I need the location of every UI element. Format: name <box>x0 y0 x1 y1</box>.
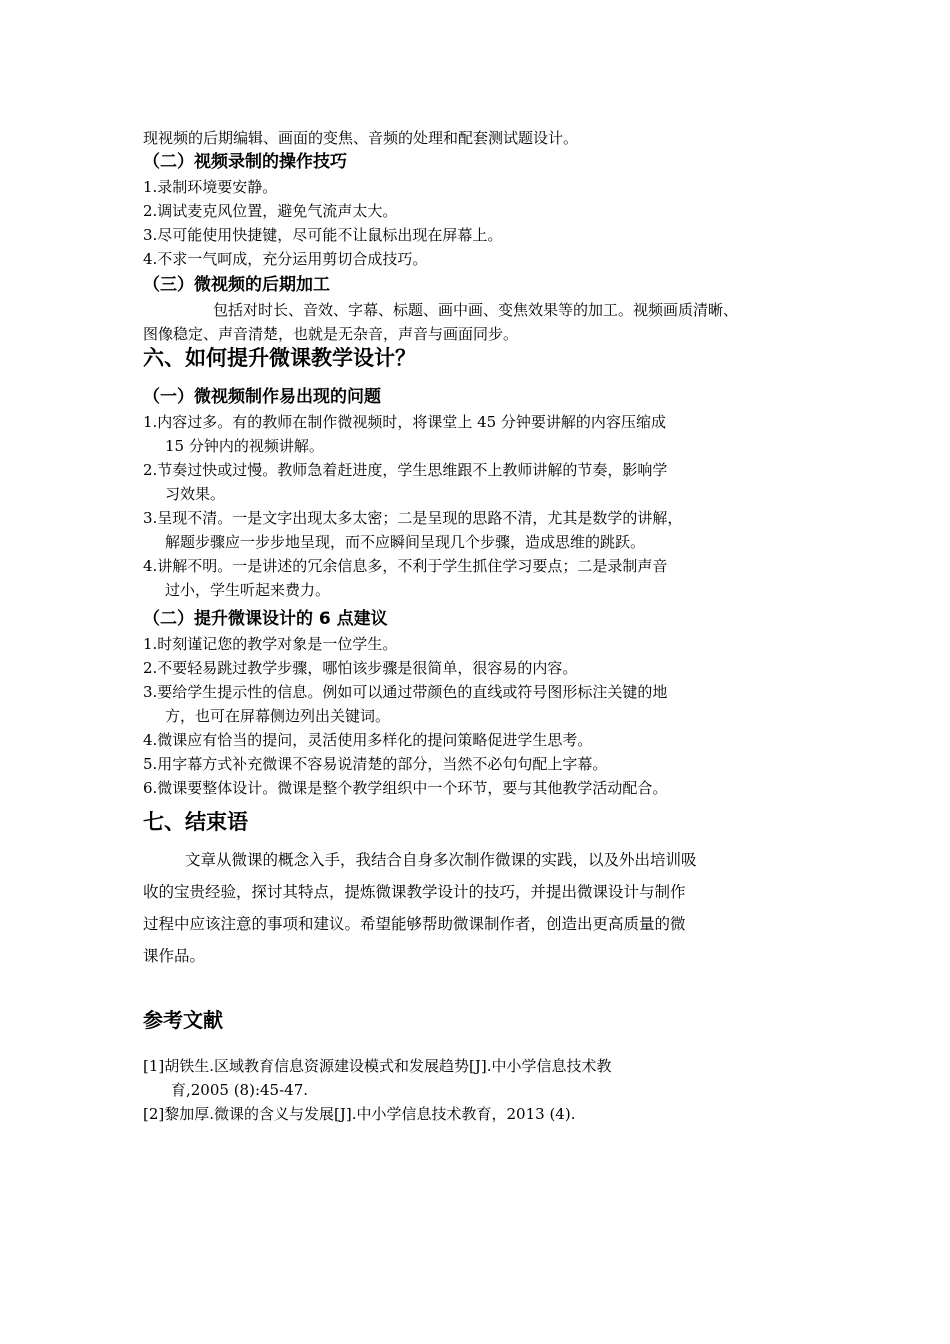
list-item-line: 2.节奏过快或过慢。教师急着赶进度，学生思维跟不上教师讲解的节奏，影响学 <box>143 461 668 479</box>
list-item-line: 3.呈现不清。一是文字出现太多太密；二是呈现的思路不清，尤其是数学的讲解， <box>143 509 683 527</box>
paragraph-line: 文章从微课的概念入手，我结合自身多次制作微课的实践，以及外出培训吸 <box>185 851 697 869</box>
section-suggestions <box>143 606 815 800</box>
chapter-heading: 六、如何提升微课教学设计？ <box>143 346 416 370</box>
reference-line: 育,2005 (8):45-47. <box>171 1081 309 1099</box>
paragraph-line: 图像稳定、声音清楚，也就是无杂音，声音与画面同步。 <box>143 325 519 343</box>
list-item <box>143 506 815 554</box>
reference-item <box>143 1102 815 1126</box>
list-item-line: 过小，学生听起来费力。 <box>165 581 331 599</box>
references-heading-block <box>143 1006 815 1034</box>
paragraph-line: 包括对时长、音效、字幕、标题、画中画、变焦效果等的加工。视频画质清晰、 <box>213 301 739 319</box>
list-item: 2.调试麦克风位置，避免气流声太大。 <box>143 202 398 220</box>
list-item: 4.微课应有恰当的提问，灵活使用多样化的提问策略促进学生思考。 <box>143 731 593 749</box>
list-item: 3.尽可能使用快捷键，尽可能不让鼠标出现在屏幕上。 <box>143 226 503 244</box>
section-heading: （一）微视频制作易出现的问题 <box>143 387 381 407</box>
list-item <box>143 680 815 728</box>
chapter-seven <box>143 808 815 836</box>
reference-line: [2]黎加厚.微课的含义与发展[J].中小学信息技术教育，2013 (4). <box>143 1105 576 1123</box>
reference-item <box>143 1054 815 1102</box>
section-heading: （二）视频录制的操作技巧 <box>143 152 347 172</box>
reference-line: [1]胡铁生.区域教育信息资源建设模式和发展趋势[J].中小学信息技术教 <box>143 1057 612 1075</box>
references-list <box>143 1054 815 1126</box>
list-item: 5.用字幕方式补充微课不容易说清楚的部分，当然不必句句配上字幕。 <box>143 755 608 773</box>
paragraph-line: 收的宝贵经验，探讨其特点，提炼微课教学设计的技巧，并提出微课设计与制作 <box>143 883 686 901</box>
list-item-line: 4.讲解不明。一是讲述的冗余信息多，不利于学生抓住学习要点；二是录制声音 <box>143 557 668 575</box>
list-item-line: 3.要给学生提示性的信息。例如可以通过带颜色的直线或符号图形标注关键的地 <box>143 683 668 701</box>
paragraph-line: 课作品。 <box>143 947 206 965</box>
section-video-recording <box>143 149 815 271</box>
section-post-production <box>143 272 815 346</box>
list-item-line: 解题步骤应一步步地呈现，而不应瞬间呈现几个步骤，造成思维的跳跃。 <box>165 533 646 551</box>
conclusion-paragraph <box>143 844 815 972</box>
list-item-line: 方，也可在屏幕侧边列出关键词。 <box>165 707 391 725</box>
chapter-six <box>143 344 815 372</box>
list-item <box>143 410 815 458</box>
section-problems <box>143 384 815 602</box>
paragraph-line: 过程中应该注意的事项和建议。希望能够帮助微课制作者，创造出更高质量的微 <box>143 915 686 933</box>
list-item-line: 15 分钟内的视频讲解。 <box>165 437 324 455</box>
list-item: 1.时刻谨记您的教学对象是一位学生。 <box>143 635 398 653</box>
list-item: 2.不要轻易跳过教学步骤，哪怕该步骤是很简单，很容易的内容。 <box>143 659 578 677</box>
list-item-line: 1.内容过多。有的教师在制作微视频时，将课堂上 45 分钟要讲解的内容压缩成 <box>143 413 666 431</box>
references-heading: 参考文献 <box>143 1008 223 1032</box>
list-item <box>143 554 815 602</box>
list-item <box>143 458 815 506</box>
list-item: 1.录制环境要安静。 <box>143 178 278 196</box>
list-item: 6.微课要整体设计。微课是整个教学组织中一个环节，要与其他教学活动配合。 <box>143 779 668 797</box>
paragraph-line: 现视频的后期编辑、画面的变焦、音频的处理和配套测试题设计。 <box>143 129 579 147</box>
section-heading: （三）微视频的后期加工 <box>143 275 330 295</box>
list-item: 4.不求一气呵成，充分运用剪切合成技巧。 <box>143 250 428 268</box>
chapter-heading: 七、结束语 <box>143 810 248 834</box>
list-item-line: 习效果。 <box>165 485 226 503</box>
intro-tail <box>143 126 815 150</box>
section-heading: （二）提升微课设计的 6 点建议 <box>143 609 388 629</box>
